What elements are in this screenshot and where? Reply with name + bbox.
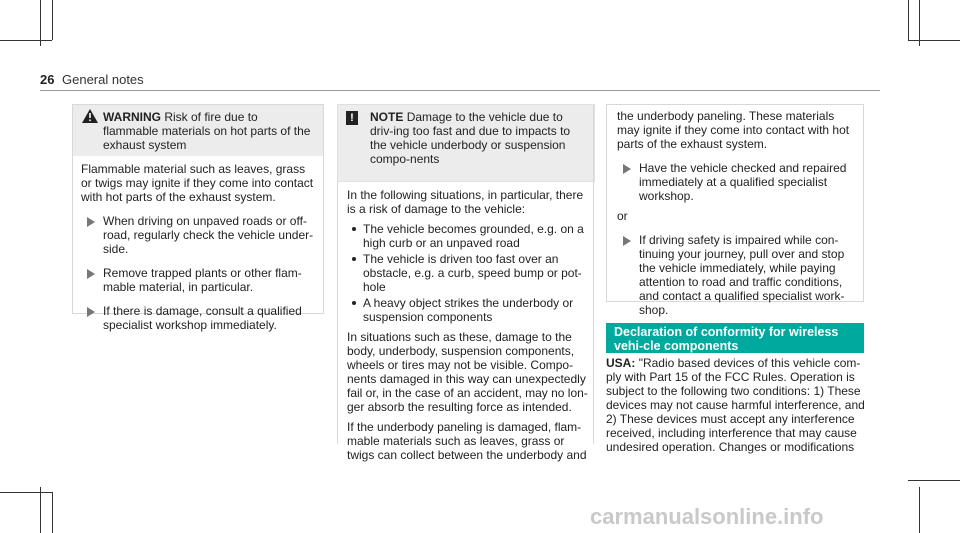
list-item-text: When driving on unpaved roads or off-road, regularly check the vehicle under-side.	[103, 214, 314, 256]
list-item	[347, 296, 593, 324]
note-paragraph: If the underbody paneling is damaged, flam-mable materials such as leaves, grass or twigs can collect between the underbody and	[347, 420, 587, 462]
crop-mark	[52, 0, 53, 40]
list-item	[617, 233, 853, 317]
list-item	[617, 161, 853, 203]
page-number: 26	[40, 72, 55, 87]
note-continuation-box	[606, 104, 864, 317]
list-item-text: If driving safety is impaired while con-tinuing your journey, pull over and stop the vehicle immediately, while paying attention to road and traffic conditions, and contact a qualified specialist work-shop.	[639, 233, 845, 317]
note-title: Damage to the vehicle due to driv-ing too fast and due to impacts to the vehicle underbody or suspension compo-nents	[370, 110, 571, 166]
warning-intro: Flammable material such as leaves, grass or twigs may ignite if they come into contact with hot parts of the exhaust system.	[81, 162, 314, 204]
note-intro: In the following situations, in particular, there is a risk of damage to the vehicle:	[347, 188, 584, 216]
arrow-right-icon	[623, 164, 631, 174]
exclamation-icon: !	[346, 111, 358, 125]
note-paragraph: In situations such as these, damage to the body, underbody, suspension components, wheels or tires may not be visible. Compo-nents damaged in this way can unexpectedly fail or, in the case of an accident, may no lon-ger absorb the resulting force as intended.	[347, 330, 588, 414]
crop-mark	[908, 40, 960, 41]
note-label: NOTE	[370, 110, 404, 124]
list-item	[81, 304, 315, 332]
arrow-right-icon	[623, 236, 631, 246]
bullet-icon	[352, 257, 356, 261]
continuation-text: the underbody paneling. These materials may ignite if they come into contact with hot parts of the exhaust system.	[617, 109, 850, 151]
note-box	[337, 104, 595, 182]
bullet-icon	[352, 227, 356, 231]
bullet-icon	[352, 301, 356, 305]
crop-mark	[919, 487, 920, 533]
arrow-right-icon	[87, 307, 95, 317]
note-header	[338, 105, 594, 166]
crop-mark	[908, 480, 960, 481]
warning-title: Risk of fire due to flammable materials on hot parts of the exhaust system	[103, 110, 311, 152]
list-item	[347, 252, 593, 294]
column-rule	[593, 104, 594, 444]
list-item	[81, 214, 315, 256]
warning-label: WARNING	[103, 110, 161, 124]
warning-header	[73, 105, 323, 156]
arrow-right-icon	[87, 217, 95, 227]
list-item-text: Remove trapped plants or other flam-mable material, in particular.	[103, 266, 302, 294]
list-item-text: Have the vehicle checked and repaired immediately at a qualified specialist workshop.	[639, 161, 847, 203]
warning-triangle-icon	[82, 109, 98, 123]
list-item	[81, 266, 315, 294]
declaration-body	[606, 356, 866, 454]
list-item	[347, 222, 593, 250]
crop-mark	[0, 40, 52, 41]
crop-mark	[40, 487, 41, 533]
list-item-text: A heavy object strikes the underbody or suspension components	[363, 296, 574, 324]
header-rule	[40, 90, 880, 91]
note-body	[337, 184, 593, 468]
section-title: General notes	[62, 72, 144, 87]
declaration-text: "Radio based devices of this vehicle com-ply with Part 15 of the FCC Rules. Operation is subject to the following two conditions: 1) These devices may not cause harmful interference, and 2) These devices must accept any interference received, including interference that may cause undesired operation. Changes or modifications	[606, 356, 865, 454]
arrow-right-icon	[87, 269, 95, 279]
crop-mark	[52, 492, 53, 533]
watermark: carmanualsonline.info	[590, 504, 824, 529]
declaration-heading: Declaration of conformity for wireless vehi-cle components	[606, 323, 864, 353]
or-text: or	[617, 209, 628, 223]
list-item-text: The vehicle is driven too fast over an obstacle, e.g. a curb, speed bump or pot-hole	[363, 252, 582, 294]
warning-box	[72, 104, 324, 332]
warning-body	[73, 156, 323, 346]
list-item-text: If there is damage, consult a qualified specialist workshop immediately.	[103, 304, 302, 332]
usa-label: USA:	[606, 356, 636, 370]
crop-mark	[0, 492, 52, 493]
crop-mark	[908, 0, 909, 40]
list-item-text: The vehicle becomes grounded, e.g. on a high curb or an unpaved road	[363, 222, 584, 250]
